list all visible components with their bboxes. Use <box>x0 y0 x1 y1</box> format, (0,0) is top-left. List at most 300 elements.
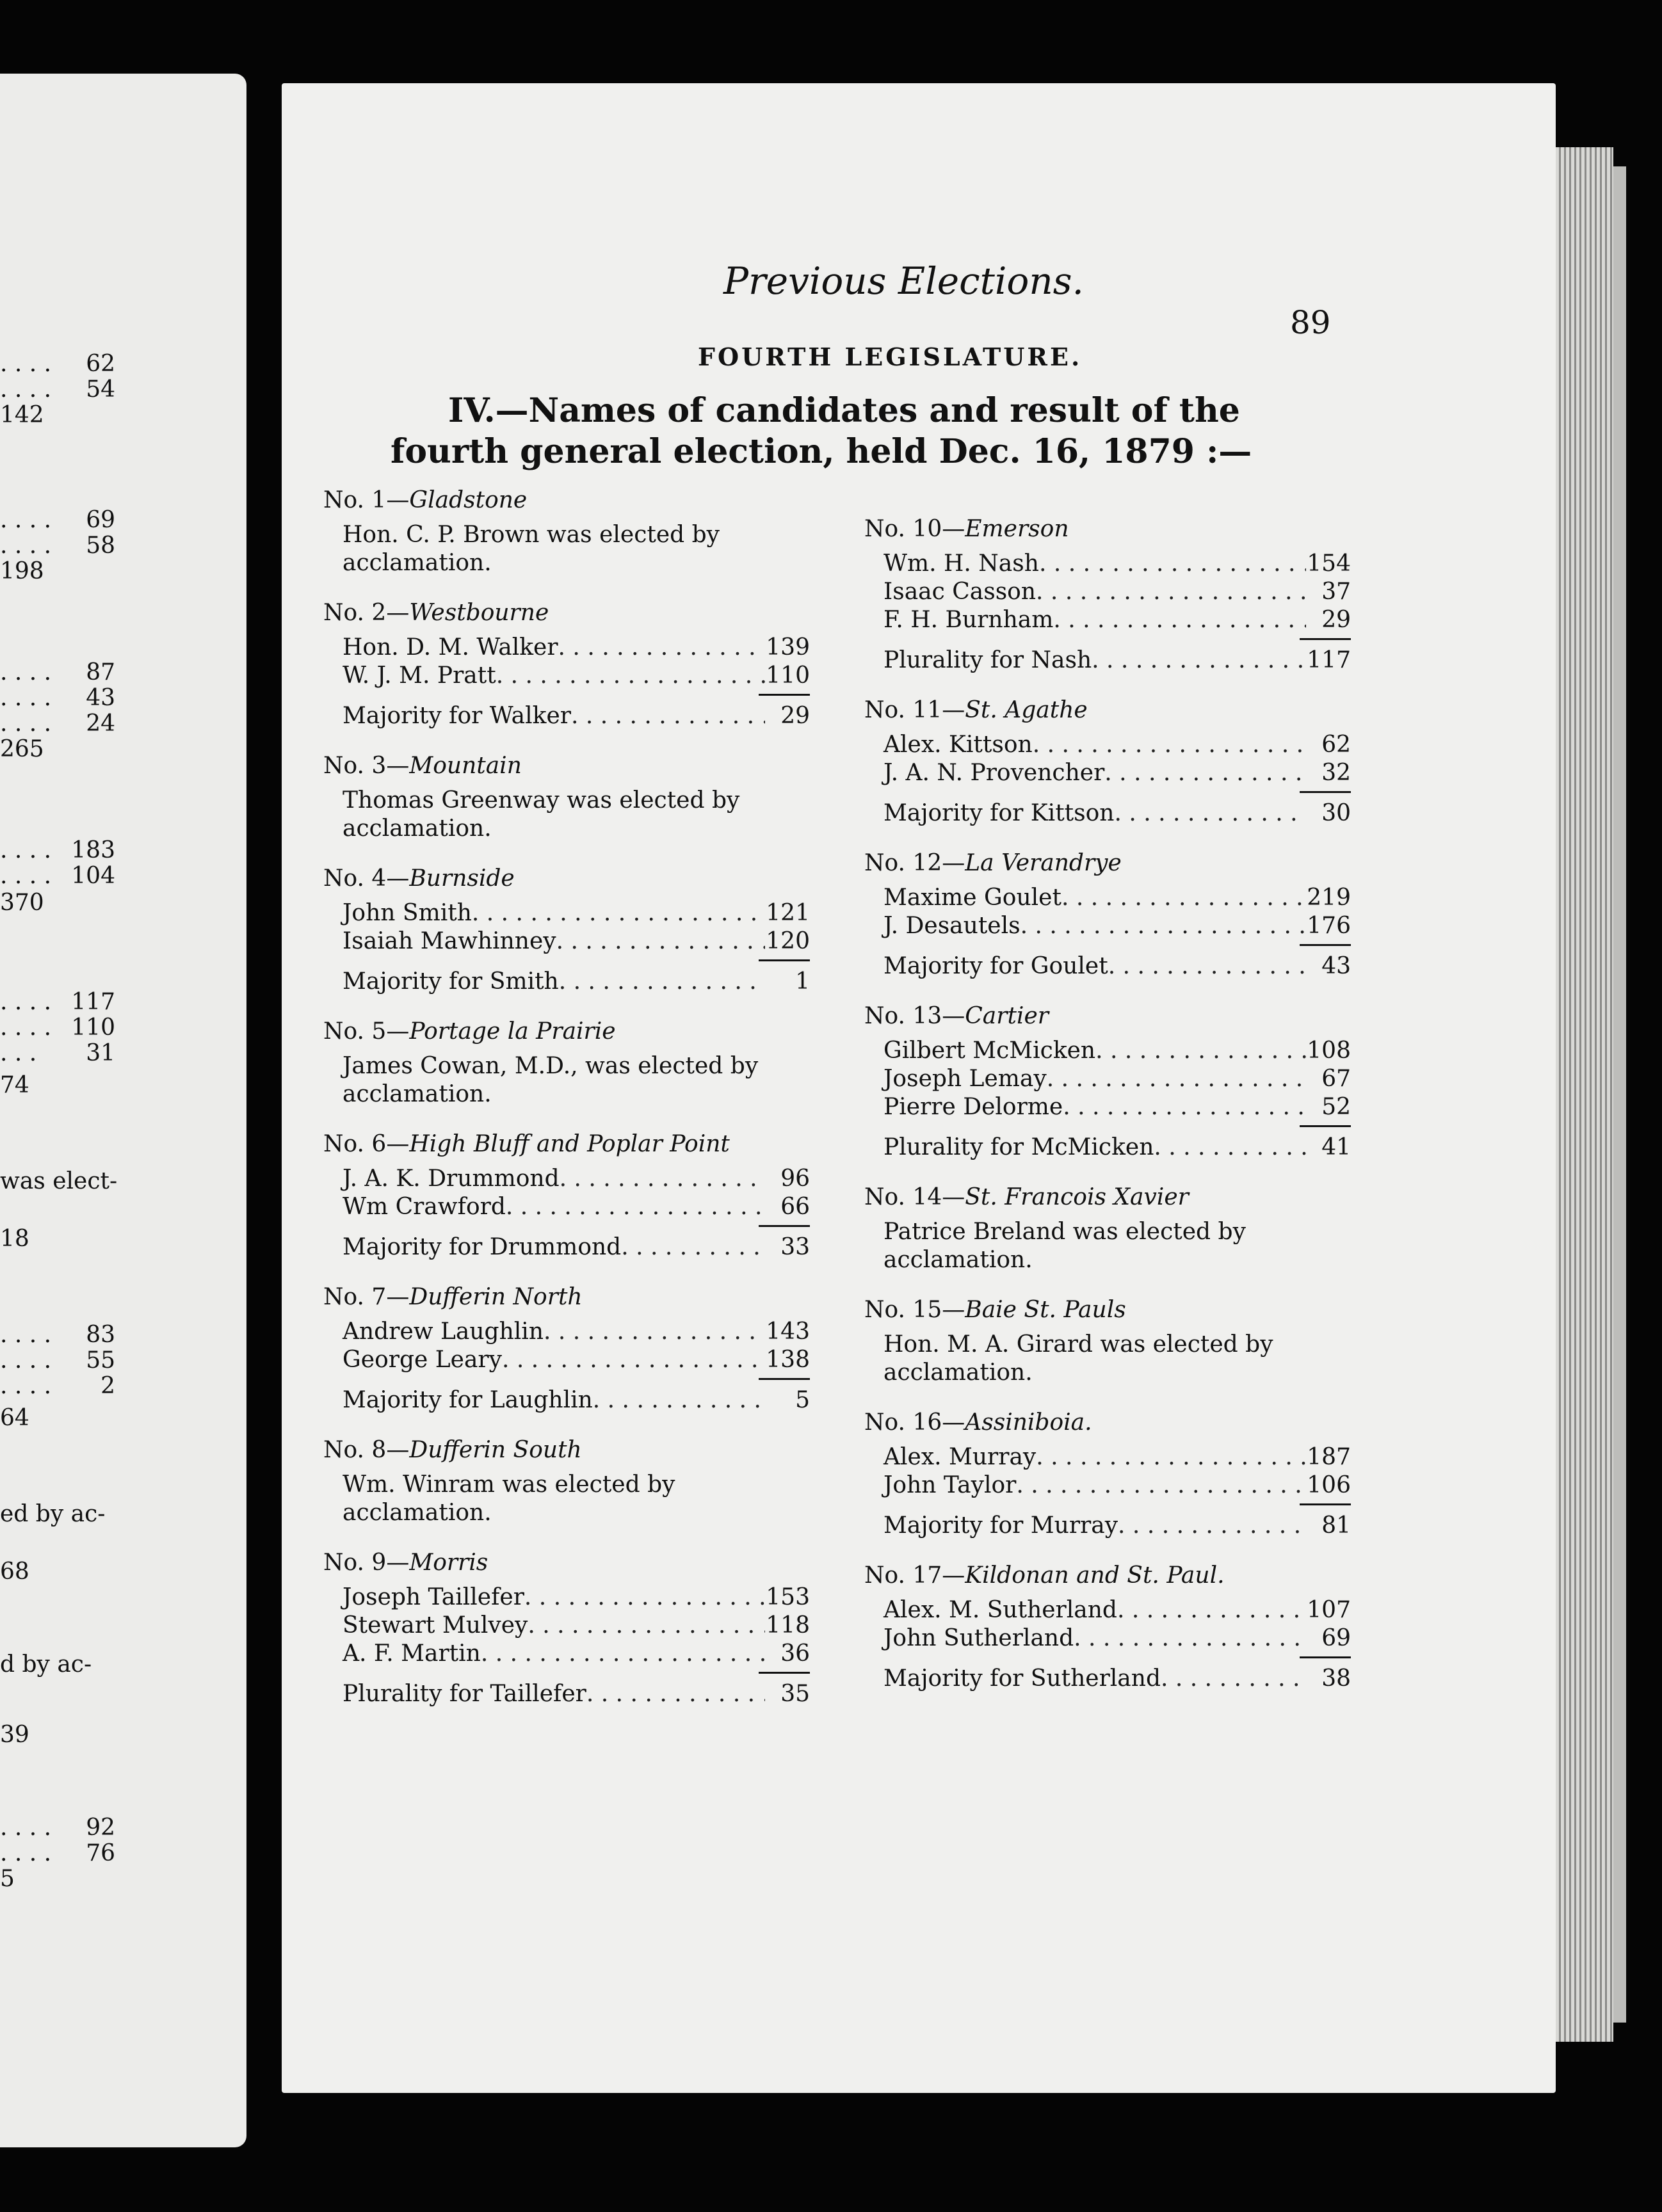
candidate-name: J. A. N. Provencher <box>883 760 1105 786</box>
left-page-value: 43 <box>86 685 115 711</box>
candidate-row <box>864 1596 1351 1624</box>
dot-leader <box>524 1583 765 1612</box>
left-page-leader: . . . . <box>0 685 52 711</box>
district-entry <box>323 1018 810 1109</box>
vote-count: 143 <box>766 1318 810 1345</box>
result-label: Majority for Goulet <box>883 953 1108 979</box>
left-page-row <box>0 989 115 1015</box>
left-page-value: 104 <box>71 863 115 889</box>
district-entry <box>864 1296 1351 1387</box>
left-page-row <box>0 533 115 559</box>
candidate-name: Hon. D. M. Walker <box>343 634 558 661</box>
left-page-leader: . . . . <box>0 351 52 377</box>
left-page-row <box>0 376 115 403</box>
candidate-row <box>323 662 810 690</box>
dot-leader <box>1039 550 1306 578</box>
candidate-name: Alex. Kittson <box>883 732 1033 758</box>
dot-leader <box>1104 759 1306 787</box>
sum-rule <box>1300 1656 1351 1658</box>
candidate-row <box>864 1065 1351 1093</box>
district-heading <box>864 1002 1351 1030</box>
candidate-name: Andrew Laughlin <box>343 1318 544 1345</box>
sum-rule <box>1300 1503 1351 1505</box>
left-page-text: 74 <box>0 1072 29 1098</box>
sum-rule <box>1300 944 1351 946</box>
candidate-row <box>864 1471 1351 1500</box>
candidate-name: John Taylor <box>883 1472 1017 1498</box>
candidate-row <box>864 731 1351 759</box>
section-heading: FOURTH LEGISLATURE. <box>698 342 1083 371</box>
candidate-name: Pierre Delorme <box>883 1094 1063 1120</box>
dot-leader <box>1095 1037 1306 1065</box>
result-label: Majority for Laughlin <box>343 1387 593 1413</box>
page-number: 89 <box>1290 304 1331 341</box>
left-page-value: 58 <box>86 533 115 559</box>
result-value: 117 <box>1307 647 1351 673</box>
district-name: Mountain <box>409 753 522 779</box>
dot-leader <box>1154 1134 1306 1162</box>
dot-leader <box>1092 646 1306 675</box>
vote-count: 176 <box>1307 913 1351 939</box>
district-number: No. 13— <box>864 1003 965 1029</box>
left-page-row <box>0 659 115 685</box>
left-page-text: 39 <box>0 1722 29 1748</box>
result-row <box>323 702 810 730</box>
left-page-value: 54 <box>86 376 115 403</box>
candidate-name: Wm. H. Nash <box>883 550 1039 577</box>
district-entry <box>864 515 1351 675</box>
candidate-name: George Leary <box>343 1347 502 1373</box>
district-name: Morris <box>409 1550 488 1576</box>
vote-count: 32 <box>1321 760 1351 786</box>
left-page-leader: . . . . <box>0 1347 52 1374</box>
left-page-value: 87 <box>86 659 115 685</box>
sum-rule <box>759 694 810 696</box>
vote-count: 120 <box>766 928 810 954</box>
candidate-name: John Sutherland <box>883 1625 1074 1651</box>
sum-rule <box>759 1378 810 1380</box>
dot-leader <box>560 1165 765 1193</box>
left-page-text: 64 <box>0 1405 29 1431</box>
district-heading <box>323 599 810 627</box>
dot-leader <box>1108 952 1306 981</box>
district-entry <box>864 1409 1351 1540</box>
left-page-text: was elect- <box>0 1168 118 1194</box>
district-number: No. 6— <box>323 1131 410 1157</box>
vote-count: 69 <box>1321 1625 1351 1651</box>
candidate-name: J. A. K. Drummond <box>343 1166 560 1192</box>
candidate-name: A. F. Martin <box>343 1640 481 1667</box>
dot-leader <box>558 634 765 662</box>
left-page-value: 76 <box>86 1840 115 1866</box>
left-page-value: 31 <box>86 1040 115 1066</box>
district-entry <box>323 1436 810 1527</box>
dot-leader <box>1114 799 1306 828</box>
left-page-text: d by ac- <box>0 1651 92 1678</box>
district-number: No. 17— <box>864 1562 965 1589</box>
district-number: No. 7— <box>323 1284 410 1310</box>
result-value: 35 <box>780 1681 810 1707</box>
result-row <box>323 968 810 996</box>
left-page-row <box>0 685 115 711</box>
vote-count: 52 <box>1321 1094 1351 1120</box>
district-heading <box>323 1130 810 1158</box>
district-entry <box>864 1002 1351 1162</box>
left-page-row <box>0 1014 115 1041</box>
result-value: 38 <box>1321 1665 1351 1692</box>
candidate-name: W. J. M. Pratt <box>343 662 496 689</box>
result-row <box>864 1512 1351 1540</box>
district-heading <box>323 1018 810 1046</box>
dot-leader <box>1016 1471 1306 1500</box>
left-page-leader: . . . . <box>0 989 52 1015</box>
district-name: Burnside <box>409 865 515 892</box>
dot-leader <box>621 1233 765 1262</box>
result-label: Plurality for McMicken <box>883 1134 1154 1160</box>
district-heading <box>864 1409 1351 1437</box>
dot-leader <box>544 1318 765 1346</box>
district-name: St. Agathe <box>965 697 1088 723</box>
dot-leader <box>1061 884 1306 912</box>
left-page-value: 117 <box>71 989 115 1015</box>
left-page-value: 62 <box>86 351 115 377</box>
left-page-text: 68 <box>0 1559 29 1585</box>
vote-count: 110 <box>766 662 810 689</box>
left-page-leader: . . . . <box>0 837 52 863</box>
district-entry <box>323 1130 810 1262</box>
dot-leader <box>472 899 765 927</box>
district-heading <box>864 1296 1351 1324</box>
district-heading <box>864 849 1351 878</box>
result-row <box>864 646 1351 675</box>
district-name: Assiniboia. <box>965 1409 1092 1436</box>
sum-rule <box>1300 1125 1351 1127</box>
candidate-name: Stewart Mulvey <box>343 1612 528 1639</box>
candidate-name: Isaiah Mawhinney <box>343 928 556 954</box>
district-name: Kildonan and St. Paul. <box>965 1562 1225 1589</box>
vote-count: 187 <box>1307 1444 1351 1470</box>
left-page-leader: . . . . <box>0 533 52 559</box>
vote-count: 219 <box>1307 885 1351 911</box>
dot-leader <box>1161 1665 1306 1693</box>
district-number: No. 16— <box>864 1409 965 1436</box>
candidate-name: John Smith <box>343 900 472 926</box>
acclamation-note: Thomas Greenway was elected by acclamation. <box>343 787 740 842</box>
left-page-leader: . . . . <box>0 376 52 403</box>
sum-rule <box>1300 791 1351 793</box>
candidate-name: Maxime Goulet <box>883 885 1061 911</box>
dot-leader <box>528 1612 765 1640</box>
district-entry <box>323 752 810 843</box>
acclamation-note: Patrice Breland was elected by acclamation. <box>883 1219 1246 1273</box>
left-page-leader: . . . . <box>0 1840 52 1866</box>
vote-count: 139 <box>766 634 810 661</box>
left-page-row <box>0 1840 115 1866</box>
district-number: No. 1— <box>323 487 410 513</box>
result-value: 33 <box>780 1234 810 1260</box>
result-label: Majority for Kittson <box>883 800 1115 826</box>
result-row <box>864 1134 1351 1162</box>
vote-count: 37 <box>1321 579 1351 605</box>
dot-leader <box>1074 1624 1306 1653</box>
candidate-row <box>864 1037 1351 1065</box>
left-page-text: 18 <box>0 1226 29 1252</box>
left-page-leader: . . . . <box>0 1014 52 1041</box>
dot-leader <box>559 968 765 996</box>
district-number: No. 2— <box>323 600 410 626</box>
district-heading <box>323 1436 810 1464</box>
dot-leader <box>481 1640 765 1668</box>
left-column <box>323 486 810 1708</box>
candidate-row <box>864 578 1351 606</box>
district-name: La Verandrye <box>965 850 1122 876</box>
dot-leader <box>1047 1065 1306 1093</box>
result-row <box>323 1386 810 1415</box>
district-heading <box>323 486 810 515</box>
dot-leader <box>556 927 765 956</box>
left-page-value: 24 <box>86 710 115 737</box>
left-page-text: 265 <box>0 736 44 762</box>
left-page-row <box>0 1040 115 1066</box>
dot-leader <box>1053 606 1306 634</box>
result-value: 5 <box>795 1387 810 1413</box>
left-page-text: 142 <box>0 402 44 428</box>
dot-leader <box>571 702 765 730</box>
district-name: Westbourne <box>409 600 549 626</box>
acclamation-note: Hon. M. A. Girard was elected by acclamation. <box>883 1331 1273 1386</box>
candidate-name: Joseph Lemay <box>883 1066 1047 1092</box>
dot-leader <box>593 1386 765 1415</box>
result-value: 1 <box>795 968 810 995</box>
left-page-value: 110 <box>71 1014 115 1041</box>
result-label: Majority for Drummond <box>343 1234 622 1260</box>
sum-rule <box>759 959 810 961</box>
district-heading <box>323 865 810 893</box>
result-row <box>323 1680 810 1708</box>
left-page-leader: . . . . <box>0 659 52 685</box>
district-heading <box>323 1549 810 1577</box>
dot-leader <box>506 1193 765 1221</box>
acclamation-note: Wm. Winram was elected by acclamation. <box>343 1471 675 1526</box>
vote-count: 118 <box>766 1612 810 1639</box>
candidate-name: J. Desautels <box>883 913 1021 939</box>
district-name: Emerson <box>965 516 1069 542</box>
candidate-row <box>864 759 1351 787</box>
district-name: Portage la Prairie <box>409 1018 616 1045</box>
page-edges <box>1556 147 1613 2042</box>
candidate-name: Joseph Taillefer <box>343 1584 524 1610</box>
district-name: Cartier <box>965 1003 1049 1029</box>
district-number: No. 8— <box>323 1437 410 1463</box>
left-page-leader: . . . <box>0 1040 37 1066</box>
candidate-row <box>323 1640 810 1668</box>
district-entry <box>323 1549 810 1708</box>
district-name: High Bluff and Poplar Point <box>409 1131 730 1157</box>
candidate-row <box>323 1165 810 1193</box>
dot-leader <box>586 1680 765 1708</box>
candidate-row <box>323 899 810 927</box>
district-number: No. 11— <box>864 697 965 723</box>
candidate-name: Wm Crawford <box>343 1194 506 1220</box>
vote-count: 153 <box>766 1584 810 1610</box>
left-page-leader: . . . . <box>0 1373 52 1399</box>
district-heading <box>864 515 1351 543</box>
candidate-row <box>323 1612 810 1640</box>
result-value: 30 <box>1321 800 1351 826</box>
acclamation-note: James Cowan, M.D., was elected by acclamation. <box>343 1053 759 1107</box>
vote-count: 107 <box>1307 1597 1351 1623</box>
running-title: Previous Elections. <box>723 259 1084 303</box>
candidate-row <box>864 606 1351 634</box>
left-page-row <box>0 1347 115 1374</box>
candidate-row <box>323 1346 810 1374</box>
candidate-row <box>864 1443 1351 1471</box>
candidate-name: Alex. M. Sutherland <box>883 1597 1117 1623</box>
vote-count: 138 <box>766 1347 810 1373</box>
result-value: 29 <box>780 703 810 729</box>
vote-count: 154 <box>1307 550 1351 577</box>
candidate-name: Alex. Murray <box>883 1444 1037 1470</box>
candidate-row <box>864 884 1351 912</box>
result-label: Majority for Smith <box>343 968 559 995</box>
district-number: No. 9— <box>323 1550 410 1576</box>
district-entry <box>864 696 1351 828</box>
district-entry <box>864 849 1351 981</box>
district-number: No. 5— <box>323 1018 410 1045</box>
district-number: No. 12— <box>864 850 965 876</box>
result-row <box>864 799 1351 828</box>
district-heading <box>864 696 1351 725</box>
result-label: Plurality for Nash <box>883 647 1092 673</box>
left-page-value: 2 <box>101 1373 115 1399</box>
left-page-value: 92 <box>86 1815 115 1841</box>
result-label: Majority for Murray <box>883 1512 1118 1539</box>
left-page-leader: . . . . <box>0 1322 52 1348</box>
left-page-row <box>0 351 115 377</box>
result-label: Majority for Sutherland <box>883 1665 1161 1692</box>
dot-leader <box>496 662 765 690</box>
district-name: Gladstone <box>409 487 528 513</box>
left-page-row <box>0 1815 115 1841</box>
candidate-name: Isaac Casson <box>883 579 1037 605</box>
result-label: Majority for Walker <box>343 703 571 729</box>
result-label: Plurality for Taillefer <box>343 1681 586 1707</box>
district-number: No. 14— <box>864 1184 965 1210</box>
vote-count: 29 <box>1321 607 1351 633</box>
candidate-row <box>323 1583 810 1612</box>
dot-leader <box>1117 1596 1306 1624</box>
left-page-leader: . . . . <box>0 1815 52 1841</box>
district-entry <box>323 865 810 996</box>
left-page-row <box>0 837 115 863</box>
candidate-name: Gilbert McMicken <box>883 1038 1096 1064</box>
vote-count: 106 <box>1307 1472 1351 1498</box>
dot-leader <box>1063 1093 1306 1121</box>
candidate-row <box>864 912 1351 940</box>
left-page-leader: . . . . <box>0 507 52 533</box>
candidate-row <box>864 550 1351 578</box>
dot-leader <box>1021 912 1306 940</box>
candidate-row <box>323 1318 810 1346</box>
district-number: No. 4— <box>323 865 410 892</box>
district-name: St. Francois Xavier <box>965 1184 1189 1210</box>
vote-count: 66 <box>780 1194 810 1220</box>
candidate-row <box>864 1093 1351 1121</box>
candidate-row <box>323 634 810 662</box>
acclamation-note: Hon. C. P. Brown was elected by acclamation. <box>343 522 720 576</box>
left-page-value: 69 <box>86 507 115 533</box>
dot-leader <box>1033 731 1306 759</box>
left-page-text: 5 <box>0 1866 15 1892</box>
dot-leader <box>1036 578 1306 606</box>
left-page-row <box>0 507 115 533</box>
left-page-text: 198 <box>0 558 44 584</box>
vote-count: 121 <box>766 900 810 926</box>
district-entry <box>323 599 810 730</box>
district-number: No. 3— <box>323 753 410 779</box>
table-intro: IV.—Names of candidates and result of the fourth general election, held Dec. 16, 1879 :— <box>391 391 1252 471</box>
district-name: Dufferin North <box>409 1284 583 1310</box>
candidate-row <box>864 1624 1351 1653</box>
result-value: 43 <box>1321 953 1351 979</box>
vote-count: 108 <box>1307 1038 1351 1064</box>
left-page-row <box>0 1322 115 1348</box>
left-page-value: 183 <box>71 837 115 863</box>
district-heading <box>323 1283 810 1311</box>
left-page-row <box>0 1373 115 1399</box>
district-number: No. 15— <box>864 1297 965 1323</box>
result-row <box>864 1665 1351 1693</box>
sum-rule <box>759 1672 810 1674</box>
left-page-row <box>0 863 115 889</box>
dot-leader <box>502 1346 765 1374</box>
district-name: Dufferin South <box>409 1437 582 1463</box>
left-page-text: ed by ac- <box>0 1501 106 1527</box>
district-heading <box>864 1562 1351 1590</box>
dot-leader <box>1118 1512 1306 1540</box>
district-name: Baie St. Pauls <box>965 1297 1126 1323</box>
sum-rule <box>1300 638 1351 640</box>
right-column <box>864 515 1351 1693</box>
result-row <box>864 952 1351 981</box>
left-page-row <box>0 710 115 737</box>
district-entry <box>323 486 810 577</box>
left-facing-page <box>0 74 246 2147</box>
district-heading <box>864 1183 1351 1212</box>
candidate-name: F. H. Burnham <box>883 607 1054 633</box>
vote-count: 67 <box>1321 1066 1351 1092</box>
district-entry <box>864 1562 1351 1693</box>
district-entry <box>323 1283 810 1415</box>
left-page-leader: . . . . <box>0 863 52 889</box>
district-heading <box>323 752 810 780</box>
candidate-row <box>323 927 810 956</box>
dot-leader <box>1036 1443 1306 1471</box>
left-page-text: 370 <box>0 890 44 916</box>
result-row <box>323 1233 810 1262</box>
result-value: 81 <box>1321 1512 1351 1539</box>
left-page-value: 55 <box>86 1347 115 1374</box>
candidate-row <box>323 1193 810 1221</box>
vote-count: 96 <box>780 1166 810 1192</box>
cover-edge <box>1613 166 1626 2023</box>
left-page-value: 83 <box>86 1322 115 1348</box>
left-page-leader: . . . . <box>0 710 52 737</box>
result-value: 41 <box>1321 1134 1351 1160</box>
district-number: No. 10— <box>864 516 965 542</box>
sum-rule <box>759 1225 810 1227</box>
district-entry <box>864 1183 1351 1274</box>
